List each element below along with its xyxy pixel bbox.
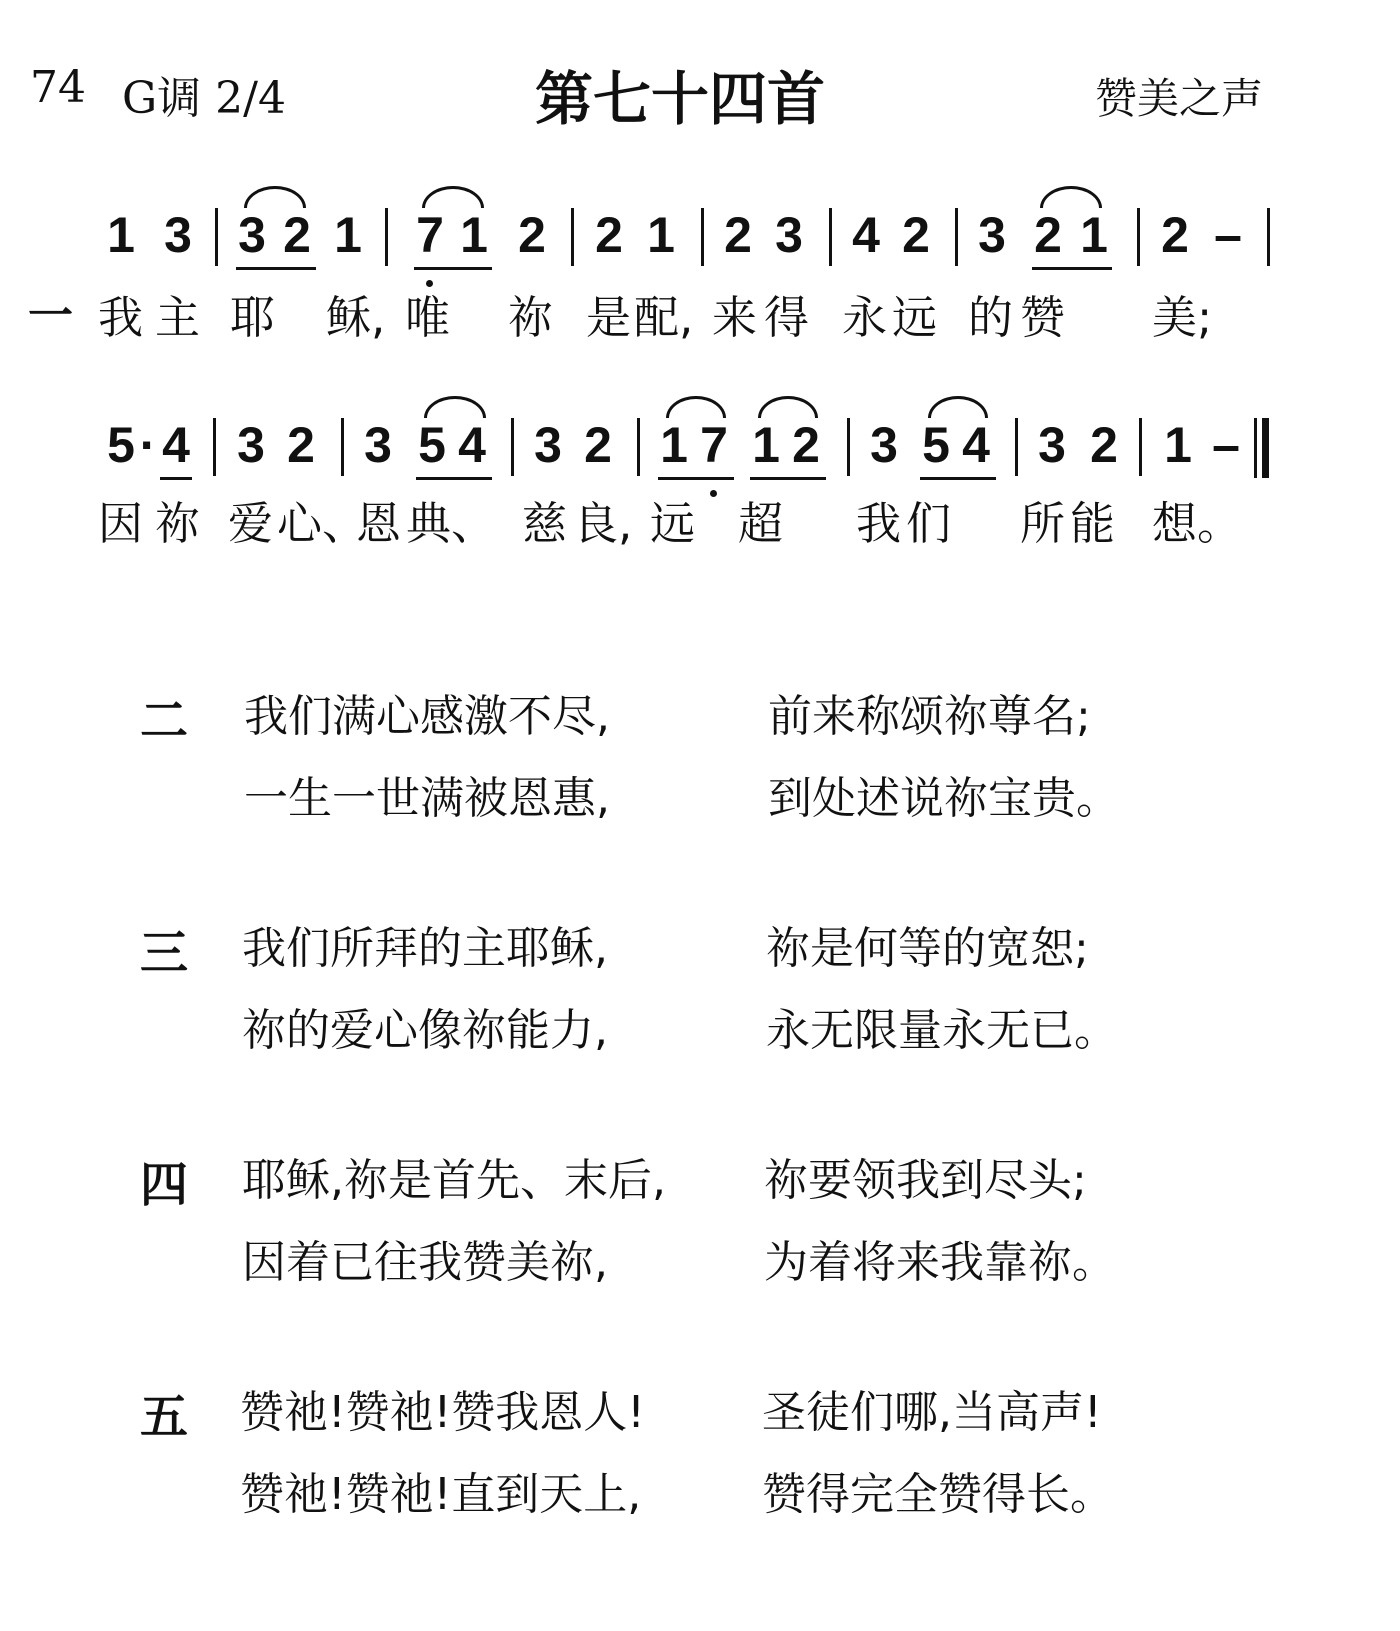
verse-line: 永无限量永无已。	[766, 1005, 1118, 1056]
lyric-syllable: 永	[842, 291, 888, 344]
verse-line: 为着将来我靠祢。	[764, 1237, 1116, 1288]
note: 5	[418, 417, 446, 473]
lyric-syllable: 因	[98, 497, 144, 550]
bar-line	[810, 200, 850, 270]
lyric-syllable: 赞	[1020, 291, 1066, 344]
eighth-underline	[236, 267, 316, 270]
lyric-syllable: 心、	[277, 497, 368, 550]
lyric-syllable: 祢	[155, 497, 201, 550]
slur	[758, 396, 818, 418]
bar-line	[1118, 200, 1158, 270]
lyric-syllable: 主	[155, 291, 201, 344]
bar-line	[366, 200, 406, 270]
note: 1	[334, 207, 362, 263]
note: 1	[752, 417, 780, 473]
note: 2	[283, 207, 311, 263]
bar-line	[492, 410, 532, 480]
slur	[666, 396, 726, 418]
verse-line: 我们所拜的主耶稣,	[242, 923, 608, 974]
hymn-number: 74	[30, 62, 86, 113]
lyric-syllable: 远	[650, 497, 696, 550]
note: 3	[870, 417, 898, 473]
lyric-syllable: 能	[1070, 497, 1116, 550]
bar-line	[996, 410, 1036, 480]
note: 3	[534, 417, 562, 473]
note: 1	[460, 207, 488, 263]
bar-line	[1248, 200, 1288, 270]
note: 2	[518, 207, 546, 263]
note: 4	[852, 207, 880, 263]
note: 3	[164, 207, 192, 263]
verse-line: 赞祂!赞祂!赞我恩人!	[240, 1387, 645, 1438]
sixteenth-underline	[160, 477, 192, 480]
verse-line: 祢是何等的宽恕;	[766, 923, 1089, 974]
lyric-syllable: 祢	[508, 291, 554, 344]
note: 4	[962, 417, 990, 473]
note: 7	[416, 207, 444, 263]
slur	[424, 396, 486, 418]
note: 1	[107, 207, 135, 263]
lyric-syllable: 我	[856, 497, 902, 550]
note: 5	[107, 417, 135, 473]
note-extension-dash: –	[1214, 207, 1242, 263]
lyric-syllable: 爱	[228, 497, 274, 550]
note: 2	[1034, 207, 1062, 263]
note: 2	[584, 417, 612, 473]
bar-line	[552, 200, 592, 270]
dotted-note-dot: ·	[139, 417, 157, 473]
eighth-underline	[416, 477, 492, 480]
bar-line	[828, 410, 868, 480]
verse-line: 到处述说祢宝贵。	[768, 773, 1120, 824]
bar-line	[1120, 410, 1160, 480]
bar-line	[618, 410, 658, 480]
lyric-syllable: 典、	[406, 497, 497, 550]
eighth-underline	[658, 477, 734, 480]
lyric-syllable: 慈	[522, 497, 568, 550]
verse-number: 二	[140, 693, 189, 749]
bar-line	[682, 200, 722, 270]
eighth-underline	[920, 477, 996, 480]
verse-number: 三	[140, 925, 189, 981]
note: 2	[287, 417, 315, 473]
slur	[422, 186, 484, 208]
note: 3	[237, 417, 265, 473]
lyric-syllable: 我	[98, 291, 144, 344]
lyric-syllable: 良,	[573, 497, 633, 550]
verse-line: 我们满心感激不尽,	[244, 691, 610, 742]
verse-number: 一	[28, 289, 74, 342]
slur	[928, 396, 988, 418]
note: 4	[162, 417, 190, 473]
note: 2	[792, 417, 820, 473]
low-octave-dot	[710, 490, 717, 497]
note: 3	[238, 207, 266, 263]
note: 3	[1038, 417, 1066, 473]
verse-line: 耶稣,祢是首先、末后,	[242, 1155, 666, 1206]
lyric-syllable: 所	[1020, 497, 1066, 550]
eighth-underline	[1032, 267, 1112, 270]
lyric-syllable: 们	[906, 497, 952, 550]
note: 1	[1080, 207, 1108, 263]
slur	[244, 186, 306, 208]
note-extension-dash: –	[1212, 417, 1240, 473]
note: 1	[1164, 417, 1192, 473]
verse-line: 前来称颂祢尊名;	[768, 691, 1091, 742]
lyric-syllable: 的	[968, 291, 1014, 344]
verse-line: 赞得完全赞得长。	[762, 1469, 1114, 1520]
final-bar-line	[1246, 410, 1286, 480]
note: 3	[775, 207, 803, 263]
key-time-signature: G调 2/4	[122, 73, 286, 124]
verse-number: 四	[140, 1157, 189, 1213]
note: 1	[660, 417, 688, 473]
verse-line: 赞祂!赞祂!直到天上,	[240, 1469, 642, 1520]
note: 2	[1161, 207, 1189, 263]
note: 2	[1090, 417, 1118, 473]
eighth-underline	[414, 267, 492, 270]
lyric-syllable: 来	[712, 291, 758, 344]
note: 5	[922, 417, 950, 473]
lyric-syllable: 配,	[634, 291, 694, 344]
eighth-underline	[750, 477, 826, 480]
note: 2	[724, 207, 752, 263]
verse-line: 祢的爱心像祢能力,	[242, 1005, 608, 1056]
lyric-syllable: 是	[586, 291, 632, 344]
verse-line: 圣徒们哪,当高声!	[762, 1387, 1102, 1438]
lyric-syllable: 唯	[405, 291, 451, 344]
lyric-syllable: 得	[764, 291, 810, 344]
hymn-title: 第七十四首	[534, 65, 825, 133]
verse-line: 祢要领我到尽头;	[764, 1155, 1087, 1206]
note: 2	[902, 207, 930, 263]
note: 7	[700, 417, 728, 473]
note: 3	[364, 417, 392, 473]
lyric-syllable: 稣,	[326, 291, 386, 344]
note: 3	[978, 207, 1006, 263]
verse-line: 因着已往我赞美祢,	[242, 1237, 608, 1288]
note: 2	[595, 207, 623, 263]
lyric-syllable: 超	[738, 497, 784, 550]
note: 4	[458, 417, 486, 473]
bar-line	[936, 200, 976, 270]
low-octave-dot	[426, 280, 433, 287]
bar-line	[322, 410, 362, 480]
lyric-syllable: 美;	[1152, 291, 1213, 344]
note: 1	[647, 207, 675, 263]
lyric-syllable: 耶	[230, 291, 276, 344]
bar-line	[196, 200, 236, 270]
bar-line	[194, 410, 234, 480]
hymnal-name: 赞美之声	[1095, 74, 1264, 123]
verse-line: 一生一世满被恩惠,	[244, 773, 610, 824]
lyric-syllable: 恩	[356, 497, 402, 550]
lyric-syllable: 想。	[1152, 497, 1243, 550]
notation-line-1	[0, 200, 1400, 300]
verse-number: 五	[140, 1389, 189, 1445]
lyric-syllable: 远	[892, 291, 938, 344]
slur	[1040, 186, 1102, 208]
